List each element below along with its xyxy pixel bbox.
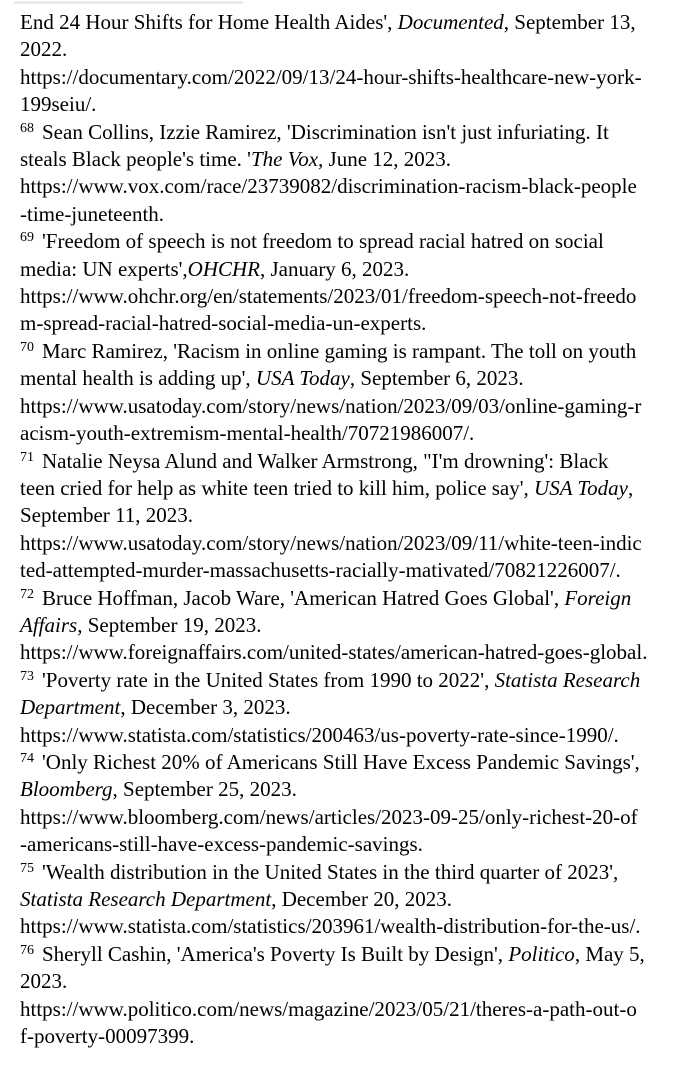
- text-line: [20, 886, 692, 913]
- text-line: [20, 639, 692, 666]
- italic-text-segment: Statista Research: [494, 667, 641, 692]
- text-line: [20, 530, 692, 557]
- text-line: [20, 283, 692, 310]
- text-line: 74 'Only Richest 20% of Americans Still Have Excess Pandemic Savings',: [20, 749, 640, 774]
- text-segment: -time-juneteenth.: [20, 201, 165, 226]
- top-divider: [14, 1, 243, 4]
- text-line: [20, 146, 692, 173]
- text-line: [20, 310, 692, 337]
- text-line: [20, 694, 692, 721]
- italic-text-segment: OHCHR: [187, 256, 260, 281]
- text-segment: mental health is adding up',: [20, 366, 256, 391]
- endnotes-content: [20, 9, 692, 1050]
- text-line: 76 Sheryll Cashin, 'America's Poverty Is Built by Design', Politico, May 5,: [20, 941, 645, 966]
- text-line: [20, 256, 692, 283]
- text-segment: Natalie Neysa Alund and Walker Armstrong, "I'm drowning': Black: [42, 448, 609, 473]
- text-line: [20, 36, 692, 63]
- text-line: 72 Bruce Hoffman, Jacob Ware, 'American Hatred Goes Global', Foreign: [20, 585, 632, 610]
- text-segment: https://www.usatoday.com/story/news/nation/2023/09/03/online-gaming-r: [20, 393, 642, 418]
- text-line: [20, 722, 692, 749]
- italic-text-segment: USA Today: [534, 475, 628, 500]
- italic-text-segment: Documented: [397, 10, 504, 34]
- text-segment: steals Black people's time. ': [20, 147, 251, 172]
- text-segment: , December 20, 2023.: [271, 887, 452, 911]
- text-line: 71 Natalie Neysa Alund and Walker Armstrong, "I'm drowning': Black: [20, 448, 609, 473]
- text-line: [20, 173, 692, 200]
- text-segment: Marc Ramirez, 'Racism in online gaming is rampant. The toll on youth: [42, 338, 637, 363]
- text-segment: Sheryll Cashin, 'America's Poverty Is Built by Design',: [42, 941, 509, 966]
- text-segment: Bruce Hoffman, Jacob Ware, 'American Hatred Goes Global',: [42, 585, 565, 610]
- text-segment: 2023.: [20, 969, 68, 994]
- text-segment: Sean Collins, Izzie Ramirez, 'Discrimination isn't just infuriating. It: [42, 119, 609, 144]
- text-segment: , September 6, 2023.: [349, 366, 524, 391]
- text-line: [20, 913, 692, 940]
- text-segment: 2022.: [20, 37, 68, 62]
- text-segment: 'Freedom of speech is not freedom to spread racial hatred on social: [42, 229, 604, 254]
- italic-text-segment: The Vox,: [250, 147, 324, 172]
- text-segment: 199seiu/.: [20, 92, 97, 117]
- italic-text-segment: USA Today: [255, 366, 350, 391]
- text-segment: End 24 Hour Shifts for Home Health Aides',: [20, 10, 398, 34]
- text-segment: ted-attempted-murder-massachusetts-racially-mativated/70821226007/.: [20, 558, 621, 583]
- text-segment: , January 6, 2023.: [260, 256, 410, 281]
- text-line: [20, 968, 692, 995]
- text-line: [20, 612, 692, 639]
- text-segment: 'Wealth distribution in the United States in the third quarter of 2023',: [42, 859, 619, 884]
- text-line: [20, 804, 692, 831]
- text-segment: , December 3, 2023.: [120, 695, 291, 720]
- text-segment: acism-youth-extremism-mental-health/70721986007/.: [20, 421, 475, 446]
- text-line: 75 'Wealth distribution in the United States in the third quarter of 2023',: [20, 859, 619, 884]
- text-segment: , September 19, 2023.: [77, 612, 262, 637]
- text-segment: f-poverty-00097399.: [20, 1024, 195, 1049]
- text-segment: 'Poverty rate in the United States from 1990 to 2022',: [42, 667, 495, 692]
- text-segment: https://www.ohchr.org/en/statements/2023/01/freedom-speech-not-freedo: [20, 284, 637, 309]
- text-line: [20, 502, 692, 529]
- text-segment: https://www.politico.com/news/magazine/2023/05/21/theres-a-path-out-o: [20, 996, 637, 1021]
- text-segment: https://documentary.com/2022/09/13/24-hour-shifts-healthcare-new-york-: [20, 64, 642, 89]
- text-segment: 'Only Richest 20% of Americans Still Have Excess Pandemic Savings',: [42, 749, 640, 774]
- text-line: [20, 831, 692, 858]
- text-segment: https://www.usatoday.com/story/news/nation/2023/09/11/white-teen-indic: [20, 530, 642, 555]
- italic-text-segment: Foreign: [564, 585, 632, 610]
- text-segment: https://www.statista.com/statistics/203961/wealth-distribution-for-the-us/.: [20, 914, 641, 939]
- text-line: [20, 365, 692, 392]
- italic-text-segment: Affairs: [20, 612, 78, 637]
- text-line: 73 'Poverty rate in the United States from 1990 to 2022', Statista Research: [20, 667, 641, 692]
- text-segment: https://www.statista.com/statistics/200463/us-poverty-rate-since-1990/.: [20, 722, 619, 747]
- text-segment: m-spread-racial-hatred-social-media-un-experts.: [20, 311, 427, 336]
- text-segment: teen cried for help as white teen tried to kill him, police say',: [20, 475, 535, 500]
- text-segment: https://www.foreignaffairs.com/united-states/american-hatred-goes-global.: [20, 640, 648, 665]
- italic-text-segment: Bloomberg: [20, 777, 113, 802]
- text-line: [20, 776, 692, 803]
- text-line: [20, 475, 692, 502]
- text-segment: media: UN experts',: [20, 256, 188, 281]
- text-line: 69 'Freedom of speech is not freedom to spread racial hatred on social: [20, 229, 604, 254]
- text-segment: , September 25, 2023.: [112, 777, 297, 802]
- text-line: [20, 9, 692, 36]
- text-segment: ,: [627, 475, 634, 500]
- text-line: [20, 1023, 692, 1050]
- italic-text-segment: Statista Research Department: [20, 887, 272, 911]
- text-line: [20, 996, 692, 1023]
- italic-text-segment: Department: [20, 695, 121, 720]
- text-segment: , May 5,: [574, 941, 645, 966]
- text-segment: , September 13,: [503, 10, 636, 34]
- text-line: [20, 557, 692, 584]
- text-segment: September 11, 2023.: [20, 503, 194, 528]
- italic-text-segment: Politico: [508, 941, 575, 966]
- text-line: [20, 91, 692, 118]
- text-line: [20, 420, 692, 447]
- text-segment: https://www.vox.com/race/23739082/discrimination-racism-black-people: [20, 174, 637, 199]
- text-line: [20, 393, 692, 420]
- text-line: [20, 201, 692, 228]
- text-line: [20, 64, 692, 91]
- text-segment: June 12, 2023.: [323, 147, 452, 172]
- text-segment: https://www.bloomberg.com/news/articles/2023-09-25/only-richest-20-of: [20, 804, 638, 829]
- text-line: 68 Sean Collins, Izzie Ramirez, 'Discrimination isn't just infuriating. It: [20, 119, 609, 144]
- text-segment: -americans-still-have-excess-pandemic-savings.: [20, 832, 423, 857]
- text-line: 70 Marc Ramirez, 'Racism in online gaming is rampant. The toll on youth: [20, 338, 637, 363]
